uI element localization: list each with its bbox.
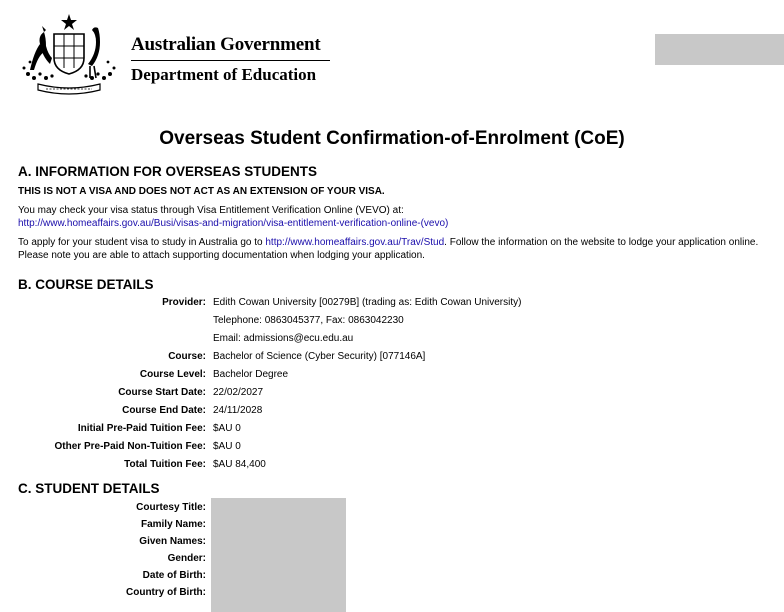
section-b-heading: B. COURSE DETAILS [18,277,154,292]
visa-notice: THIS IS NOT A VISA AND DOES NOT ACT AS AN EXTENSION OF YOUR VISA. [18,186,385,197]
student-row-courtesy-title [0,502,784,518]
detail-value: Edith Cowan University [00279B] (trading as: Edith Cowan University) [213,297,522,308]
detail-value: Telephone: 0863045377, Fax: 0863042230 [213,315,404,326]
detail-label: Initial Pre-Paid Tuition Fee: [77,423,206,434]
detail-label: Provider: [162,297,206,308]
letterhead-divider [131,60,330,61]
detail-row-start-date [0,387,784,405]
student-row-gender [0,553,784,569]
student-visa-link[interactable]: http://www.homeaffairs.gov.au/Trav/Stud [265,237,445,248]
detail-row-non-tuition-fee [0,441,784,459]
government-name: Australian Government [131,34,321,55]
student-label: Date of Birth: [142,570,206,581]
student-row-given-names [0,536,784,552]
vevo-link[interactable]: http://www.homeaffairs.gov.au/Busi/visas-and-migration/visa-entitlement-verification-online-(vevo) [18,217,449,229]
detail-row-course [0,351,784,369]
letterhead [0,0,784,100]
detail-value: $AU 0 [213,441,241,452]
detail-label: Course Start Date: [118,387,206,398]
detail-value: $AU 0 [213,423,241,434]
section-c-heading: C. STUDENT DETAILS [18,481,160,496]
detail-row-initial-fee [0,423,784,441]
detail-label: Course: [168,351,206,362]
student-label: Gender: [167,553,206,564]
coat-of-arms-icon [16,12,122,96]
student-visa-text-end: . Follow the information on the website to lodge your application online. Please note you are able to attach supporting documentation when lodging your application. [18,237,759,261]
detail-value: 22/02/2027 [213,387,264,398]
student-label: Courtesy Title: [136,502,206,513]
page-title: Overseas Student Confirmation-of-Enrolment (CoE) [159,128,625,149]
section-a-heading: A. INFORMATION FOR OVERSEAS STUDENTS [18,164,318,179]
detail-value: Bachelor Degree [213,369,289,380]
vevo-paragraph [18,205,773,230]
detail-row-course-level [0,369,784,387]
redacted-block [655,34,784,65]
detail-row-provider [0,297,784,315]
department-name: Department of Education [131,65,317,84]
detail-row-telephone [0,315,784,333]
detail-value: Email: admissions@ecu.edu.au [213,333,354,344]
detail-row-total-fee [0,459,784,477]
detail-label: Other Pre-Paid Non-Tuition Fee: [54,441,206,452]
student-row-date-of-birth [0,570,784,586]
detail-value: $AU 84,400 [213,459,266,470]
detail-row-end-date [0,405,784,423]
detail-label: Course Level: [139,369,206,380]
student-label: Country of Birth: [126,587,206,598]
detail-label: Total Tuition Fee: [124,459,206,470]
student-label: Family Name: [140,519,206,530]
student-visa-paragraph [18,237,773,262]
student-row-family-name [0,519,784,535]
vevo-text: You may check your visa status through Visa Entitlement Verification Online (VEVO) at: [18,205,404,216]
student-label: Given Names: [139,536,206,547]
detail-label: Course End Date: [122,405,206,416]
detail-value: 24/11/2028 [213,405,263,416]
student-visa-text-start: To apply for your student visa to study in Australia go to [18,237,266,248]
redacted-student-values [211,498,346,612]
student-row-country-of-birth [0,587,784,603]
detail-row-email [0,333,784,351]
detail-value: Bachelor of Science (Cyber Security) [077146A] [213,351,426,362]
